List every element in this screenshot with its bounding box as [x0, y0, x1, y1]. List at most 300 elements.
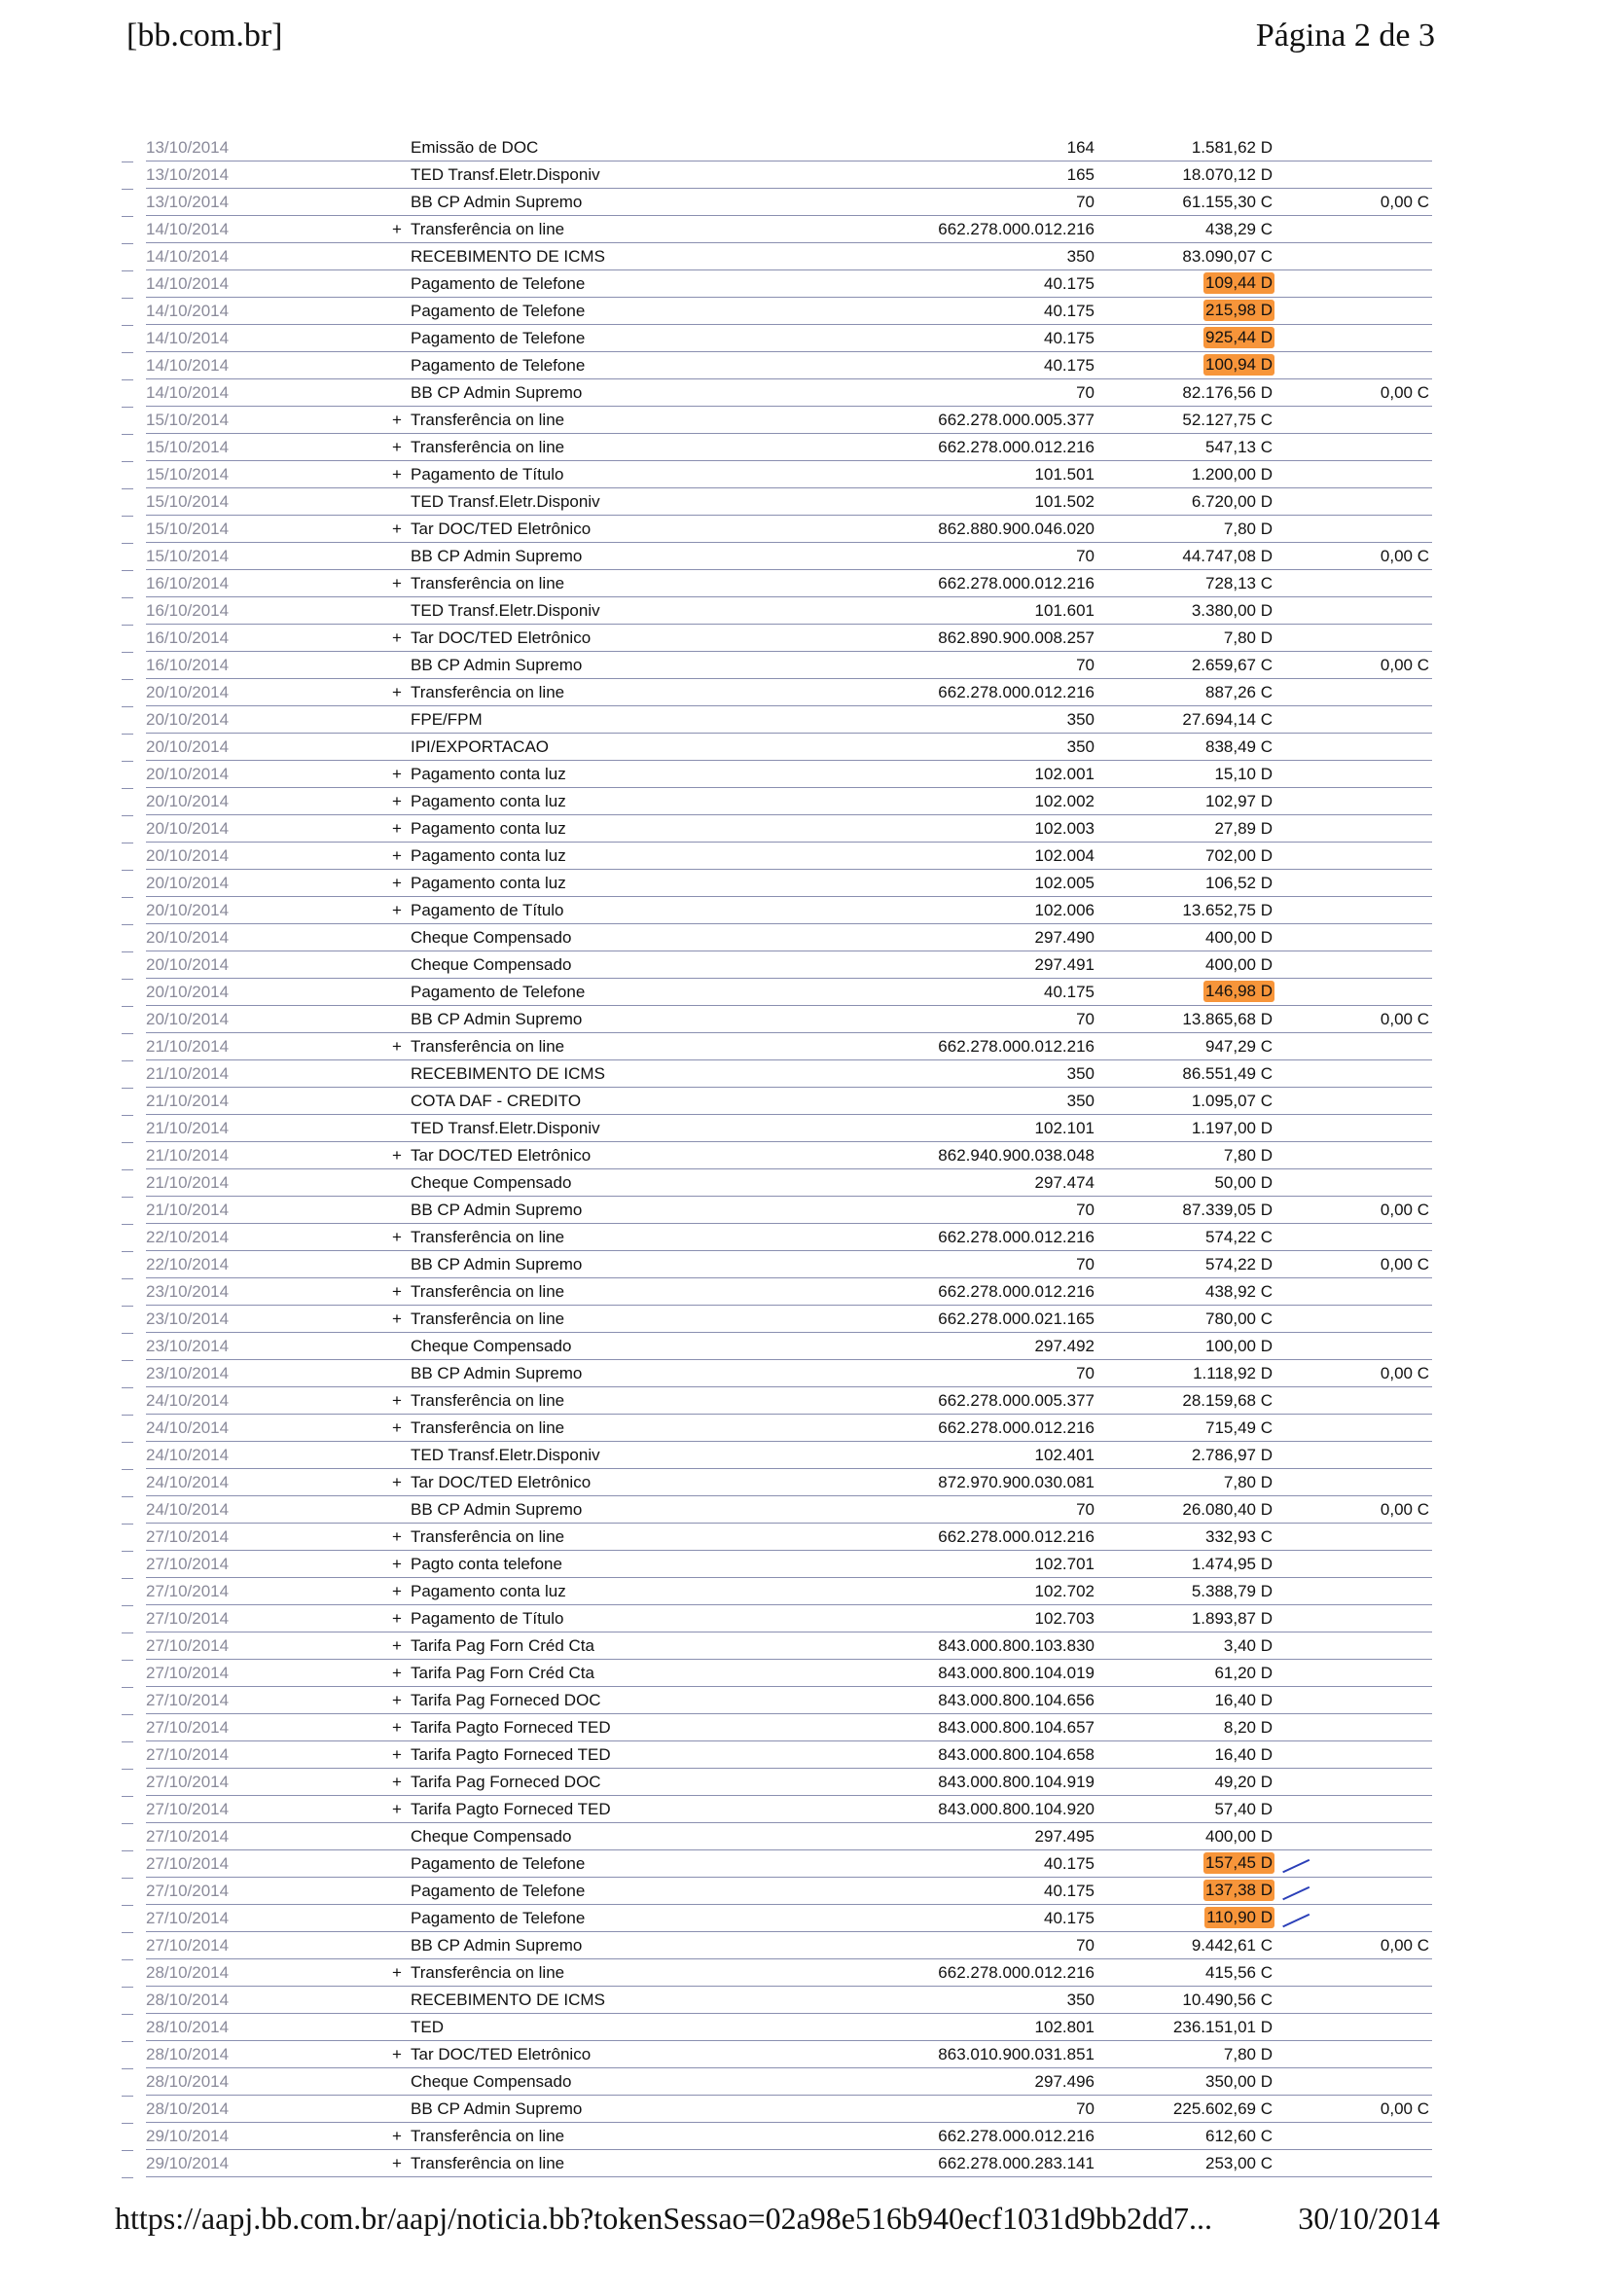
row-document: 101.501: [1034, 465, 1095, 484]
row-date: 20/10/2014: [146, 683, 230, 701]
row-document: 40.175: [1044, 302, 1095, 320]
row-description: Cheque Compensado: [411, 1827, 572, 1846]
page-number: Página 2 de 3: [1255, 18, 1435, 54]
table-row: [146, 1714, 1432, 1741]
row-value: 50,00 D: [1214, 1173, 1273, 1192]
row-document: 70: [1076, 2099, 1095, 2118]
row-date: 27/10/2014: [146, 1664, 230, 1682]
table-row: [146, 597, 1432, 625]
row-date: 20/10/2014: [146, 846, 230, 865]
row-description: Transferência on line: [411, 2154, 565, 2172]
row-value: 86.551,49 C: [1182, 1064, 1273, 1083]
plus-icon: +: [392, 1636, 402, 1655]
row-value: 7,80 D: [1223, 520, 1273, 538]
row-document: 70: [1076, 547, 1095, 565]
row-value: 27.694,14 C: [1182, 710, 1273, 729]
row-description: Cheque Compensado: [411, 955, 572, 974]
row-date: 23/10/2014: [146, 1364, 230, 1382]
row-date: 28/10/2014: [146, 2072, 230, 2091]
row-document: 662.278.000.012.216: [938, 2127, 1095, 2145]
plus-icon: +: [392, 1664, 402, 1682]
row-description: BB CP Admin Supremo: [411, 1201, 583, 1219]
table-row: [146, 1632, 1432, 1660]
table-row: [146, 1169, 1432, 1197]
row-description: BB CP Admin Supremo: [411, 383, 583, 402]
row-date: 21/10/2014: [146, 1173, 230, 1192]
plus-icon: +: [392, 2154, 402, 2172]
row-value: 715,49 C: [1205, 1418, 1273, 1437]
row-balance: 0,00 C: [1380, 193, 1429, 211]
highlighted-value: 137,38 D: [1205, 1881, 1273, 1899]
row-document: 862.940.900.038.048: [938, 1146, 1095, 1165]
row-value: 350,00 D: [1205, 2072, 1273, 2091]
row-document: 350: [1066, 710, 1095, 729]
table-row: [146, 298, 1432, 325]
plus-icon: +: [392, 1037, 402, 1056]
row-document: 102.702: [1034, 1582, 1095, 1600]
row-description: Tarifa Pagto Forneced TED: [411, 1800, 611, 1818]
table-row: [146, 1878, 1432, 1905]
plus-icon: +: [392, 1691, 402, 1709]
table-row: [146, 379, 1432, 407]
row-description: BB CP Admin Supremo: [411, 547, 583, 565]
row-value: 61.155,30 C: [1182, 193, 1273, 211]
row-document: 843.000.800.104.019: [938, 1664, 1095, 1682]
row-document: 102.701: [1034, 1555, 1095, 1573]
row-date: 28/10/2014: [146, 2099, 230, 2118]
row-description: Pagamento de Telefone: [411, 1882, 586, 1900]
row-value: 3,40 D: [1223, 1636, 1273, 1655]
row-date: 16/10/2014: [146, 656, 230, 674]
row-date: 27/10/2014: [146, 1827, 230, 1846]
row-date: 16/10/2014: [146, 574, 230, 592]
row-value: 61,20 D: [1214, 1664, 1273, 1682]
row-balance: 0,00 C: [1380, 1255, 1429, 1274]
row-document: 102.002: [1034, 792, 1095, 810]
plus-icon: +: [392, 465, 402, 484]
row-value: 7,80 D: [1223, 628, 1273, 647]
row-description: Pagamento de Telefone: [411, 1854, 586, 1873]
row-date: 23/10/2014: [146, 1282, 230, 1301]
row-date: 21/10/2014: [146, 1037, 230, 1056]
row-description: Pagamento de Telefone: [411, 983, 586, 1001]
row-date: 15/10/2014: [146, 492, 230, 511]
row-value: 702,00 D: [1205, 846, 1273, 865]
row-date: 15/10/2014: [146, 520, 230, 538]
plus-icon: +: [392, 2045, 402, 2063]
row-description: Pagamento de Telefone: [411, 302, 586, 320]
row-document: 872.970.900.030.081: [938, 1473, 1095, 1491]
row-description: RECEBIMENTO DE ICMS: [411, 1991, 605, 2009]
row-date: 14/10/2014: [146, 220, 230, 238]
plus-icon: +: [392, 792, 402, 810]
row-description: Transferência on line: [411, 1963, 565, 1982]
row-description: Transferência on line: [411, 411, 565, 429]
table-row: [146, 516, 1432, 543]
row-value: 83.090,07 C: [1182, 247, 1273, 266]
row-date: 16/10/2014: [146, 628, 230, 647]
row-value: 332,93 C: [1205, 1527, 1273, 1546]
row-description: Pagamento de Telefone: [411, 274, 586, 293]
row-value: 253,00 C: [1205, 2154, 1273, 2172]
row-value: 400,00 D: [1205, 955, 1273, 974]
row-value: 438,29 C: [1205, 220, 1273, 238]
row-date: 21/10/2014: [146, 1092, 230, 1110]
table-row: [146, 216, 1432, 243]
table-row: [146, 979, 1432, 1006]
plus-icon: +: [392, 1228, 402, 1246]
row-description: Transferência on line: [411, 1527, 565, 1546]
row-document: 297.492: [1034, 1337, 1095, 1355]
row-date: 20/10/2014: [146, 737, 230, 756]
row-date: 27/10/2014: [146, 1882, 230, 1900]
row-description: Transferência on line: [411, 1391, 565, 1410]
row-document: 102.003: [1034, 819, 1095, 838]
row-balance: 0,00 C: [1380, 656, 1429, 674]
row-value: 1.581,62 D: [1191, 138, 1273, 157]
row-value: 82.176,56 D: [1182, 383, 1273, 402]
row-date: 15/10/2014: [146, 438, 230, 456]
row-value: 887,26 C: [1205, 683, 1273, 701]
table-row: [146, 1796, 1432, 1823]
row-description: FPE/FPM: [411, 710, 483, 729]
plus-icon: +: [392, 1555, 402, 1573]
row-balance: 0,00 C: [1380, 1500, 1429, 1519]
row-value: 1.200,00 D: [1191, 465, 1273, 484]
row-document: 102.401: [1034, 1446, 1095, 1464]
highlighted-value: 146,98 D: [1205, 982, 1273, 1000]
row-description: Tar DOC/TED Eletrônico: [411, 2045, 592, 2063]
row-document: 40.175: [1044, 1854, 1095, 1873]
plus-icon: +: [392, 1773, 402, 1791]
row-value: 547,13 C: [1205, 438, 1273, 456]
row-document: 40.175: [1044, 274, 1095, 293]
row-document: 662.278.000.012.216: [938, 220, 1095, 238]
plus-icon: +: [392, 874, 402, 892]
row-document: 70: [1076, 1500, 1095, 1519]
row-value: 7,80 D: [1223, 1146, 1273, 1165]
row-description: TED Transf.Eletr.Disponiv: [411, 1119, 600, 1137]
row-document: 164: [1066, 138, 1095, 157]
row-date: 21/10/2014: [146, 1119, 230, 1137]
table-row: [146, 2150, 1432, 2177]
table-row: [146, 1224, 1432, 1251]
row-date: 24/10/2014: [146, 1473, 230, 1491]
row-value: 52.127,75 C: [1182, 411, 1273, 429]
row-document: 350: [1066, 1991, 1095, 2009]
highlighted-value: 215,98 D: [1205, 301, 1273, 319]
table-row: [146, 2096, 1432, 2123]
row-date: 27/10/2014: [146, 1909, 230, 1927]
row-document: 843.000.800.103.830: [938, 1636, 1095, 1655]
row-document: 862.880.900.046.020: [938, 520, 1095, 538]
row-date: 28/10/2014: [146, 2045, 230, 2063]
row-description: Pagamento de Telefone: [411, 1909, 586, 1927]
row-description: BB CP Admin Supremo: [411, 1500, 583, 1519]
row-document: 102.703: [1034, 1609, 1095, 1628]
row-date: 27/10/2014: [146, 1936, 230, 1955]
row-balance: 0,00 C: [1380, 2099, 1429, 2118]
plus-icon: +: [392, 411, 402, 429]
row-description: Transferência on line: [411, 438, 565, 456]
row-document: 102.006: [1034, 901, 1095, 919]
row-description: Tar DOC/TED Eletrônico: [411, 520, 592, 538]
row-value: 574,22 C: [1205, 1228, 1273, 1246]
table-row: [146, 1360, 1432, 1387]
row-description: TED Transf.Eletr.Disponiv: [411, 165, 600, 184]
row-description: Pagamento de Telefone: [411, 356, 586, 375]
row-document: 297.495: [1034, 1827, 1095, 1846]
table-row: [146, 706, 1432, 734]
row-description: Transferência on line: [411, 574, 565, 592]
row-description: Cheque Compensado: [411, 1337, 572, 1355]
row-document: 843.000.800.104.919: [938, 1773, 1095, 1791]
row-description: BB CP Admin Supremo: [411, 1010, 583, 1028]
row-date: 15/10/2014: [146, 465, 230, 484]
table-row: [146, 189, 1432, 216]
plus-icon: +: [392, 846, 402, 865]
highlighted-value: 157,45 D: [1205, 1853, 1273, 1872]
row-value: 2.786,97 D: [1191, 1446, 1273, 1464]
table-row: [146, 1551, 1432, 1578]
table-row: [146, 734, 1432, 761]
row-balance: 0,00 C: [1380, 547, 1429, 565]
row-date: 14/10/2014: [146, 274, 230, 293]
row-document: 165: [1066, 165, 1095, 184]
plus-icon: +: [392, 574, 402, 592]
row-document: 70: [1076, 1364, 1095, 1382]
row-description: Transferência on line: [411, 1418, 565, 1437]
row-value: 947,29 C: [1205, 1037, 1273, 1056]
plus-icon: +: [392, 220, 402, 238]
row-document: 862.890.900.008.257: [938, 628, 1095, 647]
row-document: 70: [1076, 656, 1095, 674]
plus-icon: +: [392, 1309, 402, 1328]
row-date: 29/10/2014: [146, 2127, 230, 2145]
row-description: Cheque Compensado: [411, 1173, 572, 1192]
row-document: 40.175: [1044, 356, 1095, 375]
row-document: 101.601: [1034, 601, 1095, 620]
row-description: IPI/EXPORTACAO: [411, 737, 550, 756]
statement-table: [0, 134, 1615, 2177]
row-document: 662.278.000.012.216: [938, 1418, 1095, 1437]
row-date: 27/10/2014: [146, 1582, 230, 1600]
row-date: 14/10/2014: [146, 383, 230, 402]
row-document: 102.005: [1034, 874, 1095, 892]
table-row: [146, 570, 1432, 597]
row-date: 24/10/2014: [146, 1446, 230, 1464]
row-document: 662.278.000.012.216: [938, 1037, 1095, 1056]
table-row: [146, 679, 1432, 706]
table-row: [146, 461, 1432, 488]
row-document: 40.175: [1044, 1882, 1095, 1900]
row-value: 49,20 D: [1214, 1773, 1273, 1791]
row-document: 662.278.000.012.216: [938, 1282, 1095, 1301]
row-date: 21/10/2014: [146, 1146, 230, 1165]
plus-icon: +: [392, 520, 402, 538]
row-date: 13/10/2014: [146, 165, 230, 184]
table-row: [146, 1442, 1432, 1469]
row-date: 20/10/2014: [146, 955, 230, 974]
row-description: BB CP Admin Supremo: [411, 1255, 583, 1274]
row-value: 3.380,00 D: [1191, 601, 1273, 620]
row-value: 44.747,08 D: [1182, 547, 1273, 565]
row-description: Pagamento de Título: [411, 465, 564, 484]
row-date: 27/10/2014: [146, 1527, 230, 1546]
plus-icon: +: [392, 1418, 402, 1437]
row-document: 70: [1076, 1201, 1095, 1219]
table-row: [146, 1306, 1432, 1333]
row-date: 20/10/2014: [146, 765, 230, 783]
row-value: 87.339,05 D: [1182, 1201, 1273, 1219]
row-description: Transferência on line: [411, 1037, 565, 1056]
table-row: [146, 1142, 1432, 1169]
row-description: Transferência on line: [411, 1228, 565, 1246]
table-row: [146, 1605, 1432, 1632]
plus-icon: +: [392, 438, 402, 456]
row-document: 70: [1076, 1010, 1095, 1028]
table-row: [146, 2068, 1432, 2096]
table-row: [146, 407, 1432, 434]
row-document: 843.000.800.104.656: [938, 1691, 1095, 1709]
table-row: [146, 652, 1432, 679]
row-date: 20/10/2014: [146, 819, 230, 838]
table-row: [146, 1469, 1432, 1496]
table-row: [146, 1741, 1432, 1769]
table-row: [146, 815, 1432, 843]
table-row: [146, 488, 1432, 516]
row-value: 18.070,12 D: [1182, 165, 1273, 184]
table-row: [146, 625, 1432, 652]
row-document: 350: [1066, 247, 1095, 266]
row-date: 14/10/2014: [146, 329, 230, 347]
row-date: 27/10/2014: [146, 1636, 230, 1655]
table-row: [146, 1905, 1432, 1932]
row-document: 350: [1066, 1064, 1095, 1083]
row-balance: 0,00 C: [1380, 383, 1429, 402]
row-value: 28.159,68 C: [1182, 1391, 1273, 1410]
row-description: Tarifa Pag Forneced DOC: [411, 1773, 601, 1791]
row-value: 7,80 D: [1223, 2045, 1273, 2063]
row-date: 29/10/2014: [146, 2154, 230, 2172]
row-description: Transferência on line: [411, 2127, 565, 2145]
row-document: 843.000.800.104.658: [938, 1745, 1095, 1764]
plus-icon: +: [392, 1609, 402, 1628]
row-document: 662.278.000.005.377: [938, 1391, 1095, 1410]
row-document: 662.278.000.012.216: [938, 574, 1095, 592]
row-value: 5.388,79 D: [1191, 1582, 1273, 1600]
row-description: BB CP Admin Supremo: [411, 193, 583, 211]
plus-icon: +: [392, 1745, 402, 1764]
row-document: 863.010.900.031.851: [938, 2045, 1095, 2063]
row-value: 26.080,40 D: [1182, 1500, 1273, 1519]
row-date: 20/10/2014: [146, 874, 230, 892]
row-date: 15/10/2014: [146, 411, 230, 429]
row-value: 400,00 D: [1205, 1827, 1273, 1846]
row-date: 21/10/2014: [146, 1064, 230, 1083]
table-row: [146, 270, 1432, 298]
row-date: 28/10/2014: [146, 1991, 230, 2009]
row-document: 662.278.000.012.216: [938, 438, 1095, 456]
table-row: [146, 761, 1432, 788]
row-description: RECEBIMENTO DE ICMS: [411, 1064, 605, 1083]
table-row: [146, 1251, 1432, 1278]
row-description: Tarifa Pag Forn Créd Cta: [411, 1636, 594, 1655]
row-date: 23/10/2014: [146, 1337, 230, 1355]
row-description: Transferência on line: [411, 220, 565, 238]
row-document: 843.000.800.104.657: [938, 1718, 1095, 1737]
row-value: 574,22 D: [1205, 1255, 1273, 1274]
row-description: BB CP Admin Supremo: [411, 2099, 583, 2118]
row-balance: 0,00 C: [1380, 1364, 1429, 1382]
table-row: [146, 1278, 1432, 1306]
row-value: 9.442,61 C: [1191, 1936, 1273, 1955]
row-date: 20/10/2014: [146, 928, 230, 947]
table-row: [146, 1769, 1432, 1796]
row-description: BB CP Admin Supremo: [411, 656, 583, 674]
table-row: [146, 1115, 1432, 1142]
row-description: Transferência on line: [411, 1282, 565, 1301]
plus-icon: +: [392, 1282, 402, 1301]
plus-icon: +: [392, 1391, 402, 1410]
row-balance: 0,00 C: [1380, 1201, 1429, 1219]
row-description: Tar DOC/TED Eletrônico: [411, 1146, 592, 1165]
table-row: [146, 1932, 1432, 1959]
row-value: 400,00 D: [1205, 928, 1273, 947]
row-document: 70: [1076, 193, 1095, 211]
table-row: [146, 924, 1432, 951]
row-description: TED Transf.Eletr.Disponiv: [411, 1446, 600, 1464]
table-row: [146, 352, 1432, 379]
row-value: 225.602,69 C: [1172, 2099, 1273, 2118]
table-row: [146, 897, 1432, 924]
highlighted-value: 110,90 D: [1206, 1908, 1273, 1926]
table-row: [146, 843, 1432, 870]
row-value: 106,52 D: [1205, 874, 1273, 892]
row-date: 27/10/2014: [146, 1555, 230, 1573]
row-date: 27/10/2014: [146, 1745, 230, 1764]
row-date: 21/10/2014: [146, 1201, 230, 1219]
table-row: [146, 134, 1432, 161]
row-description: Pagamento conta luz: [411, 846, 566, 865]
row-description: BB CP Admin Supremo: [411, 1936, 583, 1955]
row-date: 27/10/2014: [146, 1718, 230, 1737]
table-row: [146, 1959, 1432, 1987]
row-date: 24/10/2014: [146, 1418, 230, 1437]
row-document: 102.004: [1034, 846, 1095, 865]
row-description: Tarifa Pag Forneced DOC: [411, 1691, 601, 1709]
row-date: 20/10/2014: [146, 983, 230, 1001]
row-value: 7,80 D: [1223, 1473, 1273, 1491]
plus-icon: +: [392, 1800, 402, 1818]
row-description: Pagamento conta luz: [411, 1582, 566, 1600]
row-date: 15/10/2014: [146, 547, 230, 565]
row-value: 10.490,56 C: [1182, 1991, 1273, 2009]
row-description: Transferência on line: [411, 683, 565, 701]
row-date: 27/10/2014: [146, 1691, 230, 1709]
row-description: Emissão de DOC: [411, 138, 539, 157]
table-row: [146, 243, 1432, 270]
row-date: 22/10/2014: [146, 1255, 230, 1274]
row-date: 27/10/2014: [146, 1800, 230, 1818]
row-document: 102.801: [1034, 2018, 1095, 2036]
row-document: 70: [1076, 1255, 1095, 1274]
table-row: [146, 1088, 1432, 1115]
row-description: Pagamento de Título: [411, 901, 564, 919]
row-document: 662.278.000.005.377: [938, 411, 1095, 429]
row-description: Transferência on line: [411, 1309, 565, 1328]
row-value: 13.865,68 D: [1182, 1010, 1273, 1028]
